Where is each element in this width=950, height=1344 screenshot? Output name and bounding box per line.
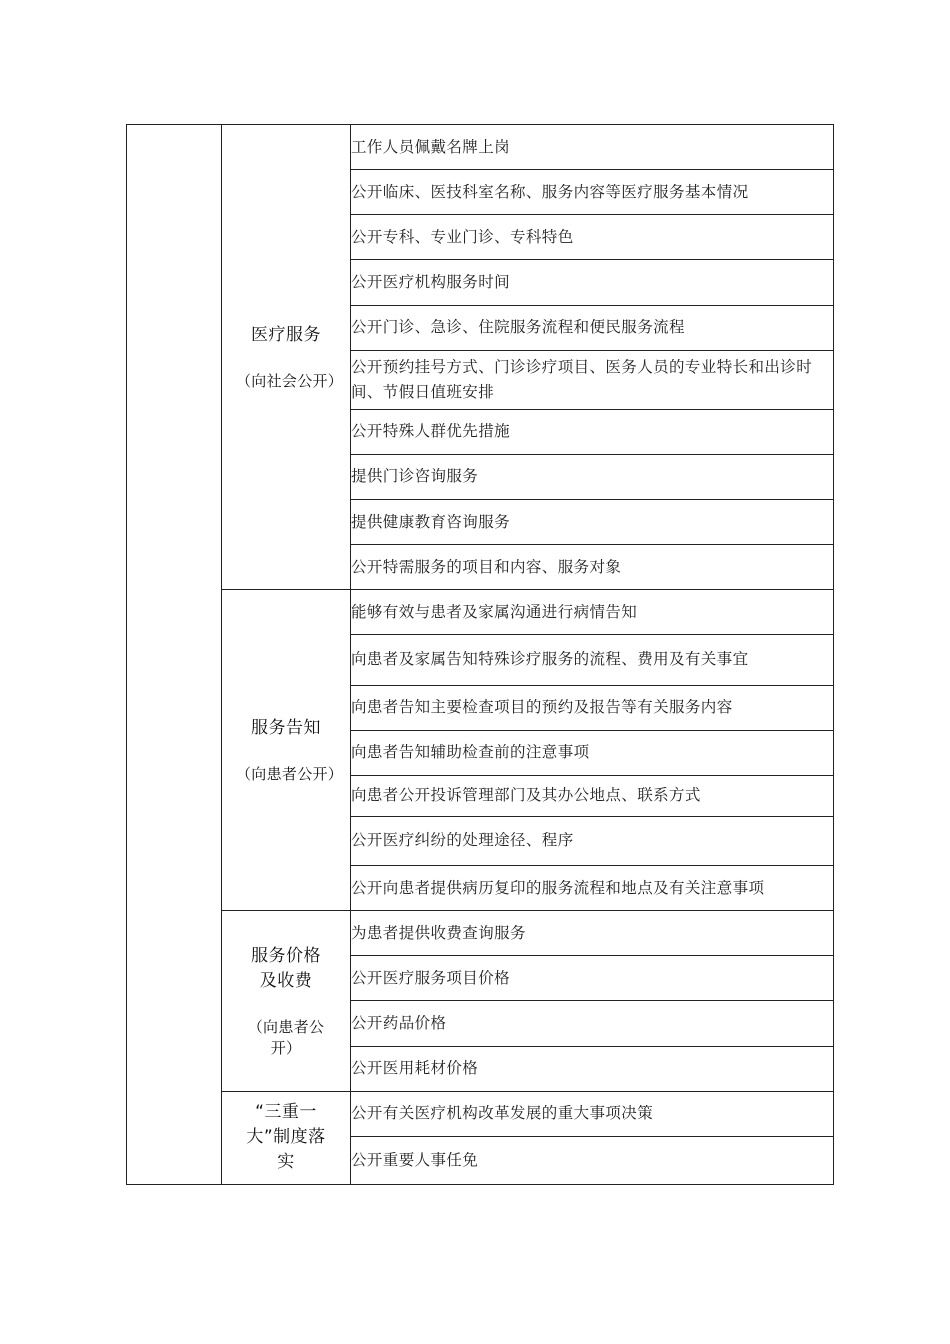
- category-cell-three-important-one-big: [222, 1091, 351, 1184]
- item-cell: 向患者公开投诉管理部门及其办公地点、联系方式: [351, 775, 834, 816]
- category-audience: （向患者公开）: [247, 1017, 325, 1057]
- item-cell: 工作人员佩戴名牌上岗: [351, 125, 834, 170]
- item-cell: 提供门诊咨询服务: [351, 454, 834, 499]
- item-cell: 公开专科、专业门诊、专科特色: [351, 215, 834, 260]
- item-cell: 公开门诊、急诊、住院服务流程和便民服务流程: [351, 305, 834, 350]
- category-audience: （向社会公开）: [236, 372, 344, 391]
- table-row: [127, 911, 834, 956]
- item-cell: 向患者及家属告知特殊诊疗服务的流程、费用及有关事宜: [351, 635, 834, 685]
- item-cell: 公开临床、医技科室名称、服务内容等医疗服务基本情况: [351, 170, 834, 215]
- item-cell: 公开特需服务的项目和内容、服务对象: [351, 545, 834, 590]
- category-cell-medical-service: [222, 125, 351, 590]
- category-name: 服务价格及收费: [251, 945, 321, 991]
- item-cell: 向患者告知辅助检查前的注意事项: [351, 730, 834, 775]
- item-cell: 公开医用耗材价格: [351, 1046, 834, 1091]
- item-cell: 公开向患者提供病历复印的服务流程和地点及有关注意事项: [351, 866, 834, 911]
- category-audience: （向患者公开）: [236, 765, 344, 784]
- item-cell: 公开重要人事任免: [351, 1136, 834, 1184]
- item-cell: 为患者提供收费查询服务: [351, 911, 834, 956]
- item-cell: 公开医疗纠纷的处理途径、程序: [351, 816, 834, 865]
- category-name: 医疗服务: [251, 325, 321, 346]
- category-name: “三重一大”制度落实: [246, 1102, 326, 1173]
- category-cell-pricing: [222, 911, 351, 1092]
- item-cell: 公开医疗服务项目价格: [351, 956, 834, 1001]
- item-cell: 公开医疗机构服务时间: [351, 260, 834, 305]
- item-cell: 能够有效与患者及家属沟通进行病情告知: [351, 590, 834, 635]
- disclosure-table: [126, 124, 834, 1185]
- table-row: [127, 1091, 834, 1136]
- category-name: 服务告知: [251, 718, 321, 739]
- item-cell: 公开药品价格: [351, 1001, 834, 1046]
- item-cell: 公开有关医疗机构改革发展的重大事项决策: [351, 1091, 834, 1136]
- item-cell: 公开预约挂号方式、门诊诊疗项目、医务人员的专业特长和出诊时间、节假日值班安排: [351, 350, 834, 409]
- table-row: [127, 125, 834, 170]
- category-cell-service-notice: [222, 590, 351, 911]
- table-row: [127, 590, 834, 635]
- outer-category-cell: [127, 125, 222, 1185]
- item-cell: 公开特殊人群优先措施: [351, 409, 834, 454]
- item-cell: 提供健康教育咨询服务: [351, 500, 834, 545]
- item-cell: 向患者告知主要检查项目的预约及报告等有关服务内容: [351, 685, 834, 730]
